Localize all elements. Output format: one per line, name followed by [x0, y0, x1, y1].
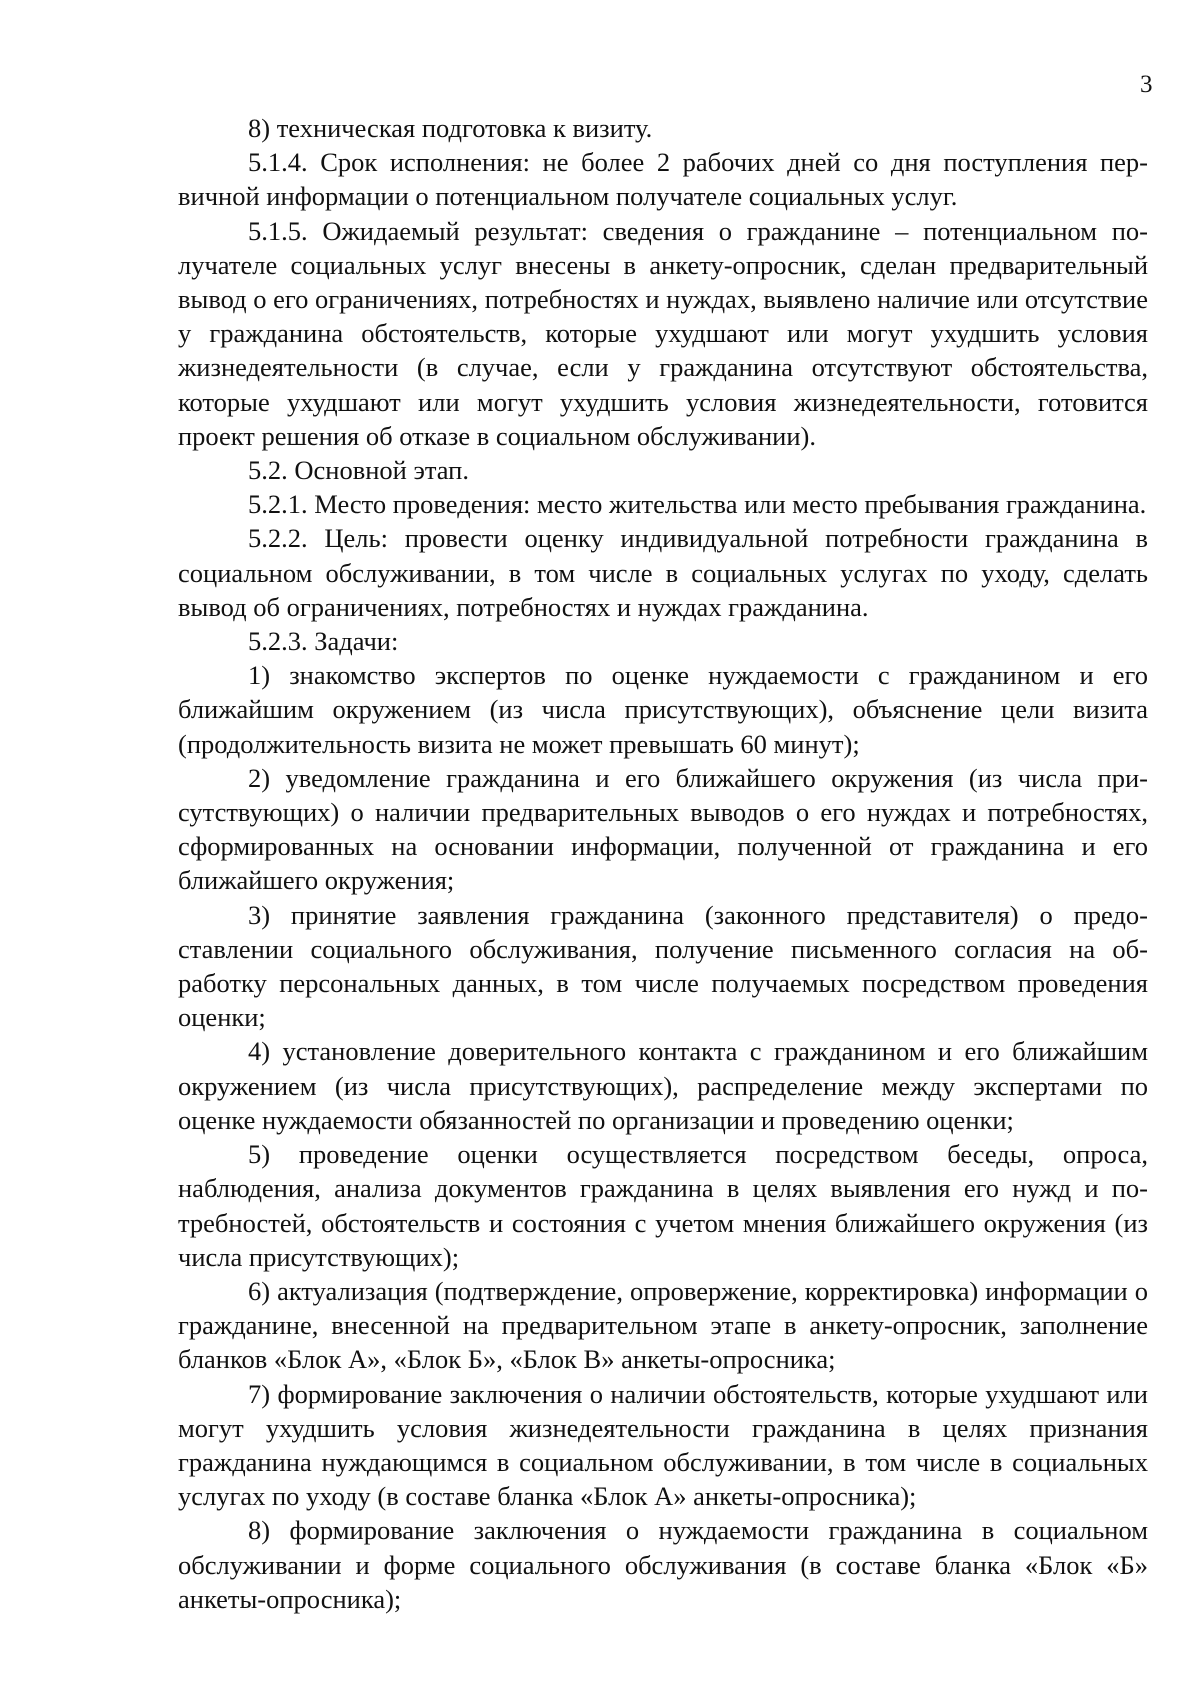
paragraph-5-2-main-stage: 5.2. Основной этап.: [248, 455, 469, 486]
list-item-task-2: 2) уведомление гражданина и его ближайшего окружения (из числа присутствующих) о наличии предварительных выводов о его нуждах и потребностях, сформированных на основании информации, полученной от гражданина и его ближайшего окружения;: [178, 762, 1148, 896]
list-item-task-7: 7) формирование заключения о наличии обстоятельств, которые ухудшают или могут ухудшить условия жизнедеятельности гражданина в целях признания гражданина нуждающимся в социальном обслуживании, в том числе в социальных услугах по уходу (в составе бланка «Блок А» анкеты-опросника);: [178, 1378, 1148, 1512]
list-item-task-4: 4) установление доверительного контакта с гражданином и его ближайшим окружением (из числа присутствующих), распределение между экспертами по оценке нуждаемости обязанностей по организации и проведению оценки;: [178, 1036, 1148, 1135]
paragraph-5-2-1-location: 5.2.1. Место проведения: место жительства или место пребывания гражданина.: [248, 489, 1147, 520]
page-number: 3: [1140, 71, 1153, 98]
list-item-task-5: 5) проведение оценки осуществляется посредством беседы, опроса, наблюдения, анализа документов гражданина в целях выявления его нужд и потребностей, обстоятельств и состояния с учетом мнения ближайшего окружения (из числа присутствующих);: [178, 1139, 1148, 1272]
paragraph-technical-preparation: 8) техническая подготовка к визиту.: [248, 113, 653, 143]
paragraph-5-2-3-tasks: 5.2.3. Задачи:: [248, 626, 399, 657]
list-item-task-6: 6) актуализация (подтверждение, опровержение, корректировка) информации о гражданине, внесенной на предварительном этапе в анкету-опросник, заполнение бланков «Блок А», «Блок Б», «Блок В» анкеты-опросника;: [178, 1275, 1148, 1375]
list-item-task-8: 8) формирование заключения о нуждаемости гражданина в социальном обслуживании и форме социального обслуживания (в составе бланка «Блок «Б» анкеты-опросника);: [178, 1515, 1148, 1614]
paragraph-5-2-2-goal: 5.2.2. Цель: провести оценку индивидуальной потребности гражданина в социальном обслуживании, в том числе в социальных услугах по уходу, сделать вывод об ограничениях, потребностях и нуждах гражданина.: [178, 523, 1148, 622]
paragraph-5-1-4-deadline: 5.1.4. Срок исполнения: не более 2 рабочих дней со дня поступления первичной информации о потенциальном получателе социальных услуг.: [178, 147, 1148, 212]
list-item-task-1: 1) знакомство экспертов по оценке нуждаемости с гражданином и его ближайшим окружением (из числа присутствующих), объяснение цели визита (продолжительность визита не может превышать 60 минут);: [178, 660, 1148, 759]
list-item-task-3: 3) принятие заявления гражданина (законного представителя) о предоставлении социального обслуживания, получение письменного согласия на обработку персональных данных, в том числе получаемых посредством проведения оценки;: [178, 899, 1148, 1033]
paragraph-5-1-5-expected-result: 5.1.5. Ожидаемый результат: сведения о гражданине – потенциальном получателе социальных услуг внесены в анкету-опросник, сделан предварительный вывод о его ограничениях, потребностях и нуждах, выявлено наличие или отсутствие у гражданина обстоятельств, которые ухудшают или могут ухудшить условия жизнедеятельности (в случае, если у гражданина отсутствуют обстоятельства, которые ухудшают или могут ухудшить условия жизнедеятельности, готовится проект решения об отказе в социальном обслуживании).: [178, 215, 1148, 451]
document-body: [178, 111, 1148, 1616]
